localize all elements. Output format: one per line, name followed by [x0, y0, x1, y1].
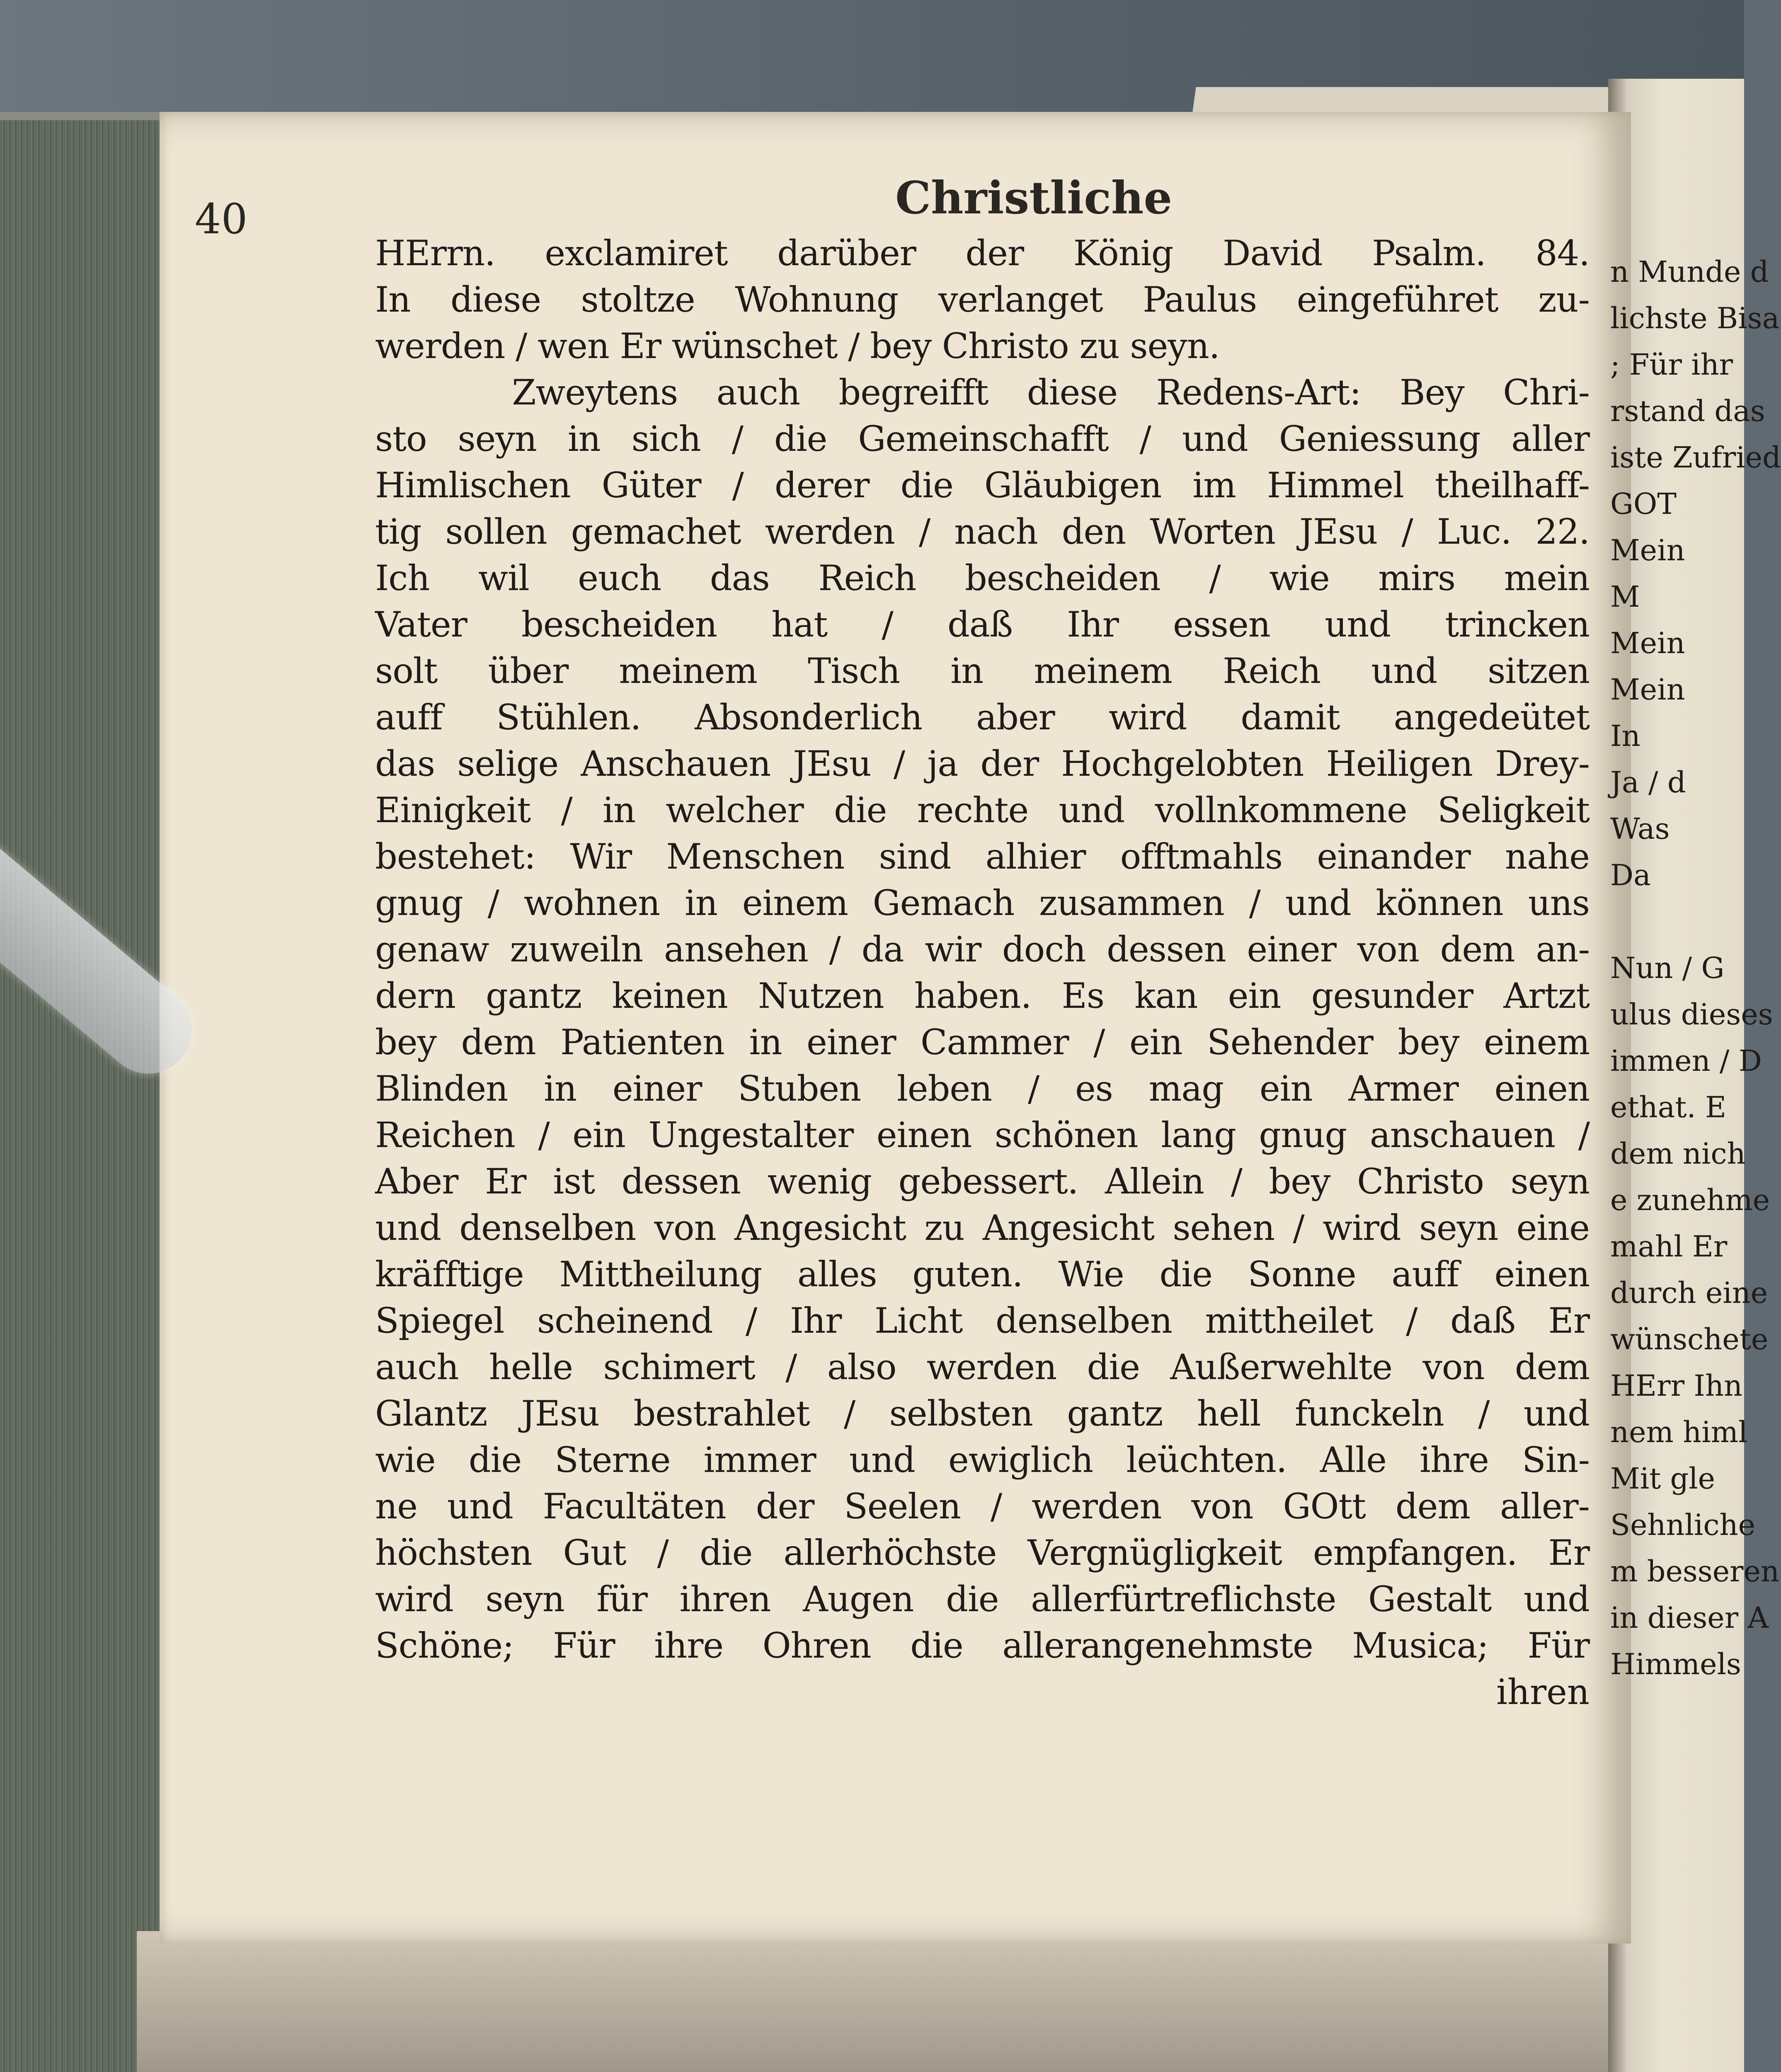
- text-line: genaw zuweiln ansehen / da wir doch dessen einer von dem an-: [375, 929, 1590, 970]
- right-page-line: Da: [1610, 858, 1651, 892]
- right-page-line: nem himl: [1610, 1415, 1748, 1449]
- text-line: tig sollen gemachet werden / nach den Worten JEsu / Luc. 22.: [375, 511, 1590, 552]
- text-line: Zweytens auch begreifft diese Redens-Art: Bey Chri-: [512, 372, 1590, 413]
- catchword: ihren: [1496, 1672, 1590, 1712]
- body-text: [375, 230, 1590, 1715]
- text-line: Aber Er ist dessen wenig gebessert. Allein / bey Christo seyn: [375, 1161, 1590, 1202]
- right-page-line: n Munde d: [1610, 255, 1769, 289]
- text-line: wie die Sterne immer und ewiglich leüchten. Alle ihre Sin-: [375, 1440, 1590, 1480]
- right-page-line: m besseren: [1610, 1554, 1780, 1588]
- right-page-line: ; Für ihr: [1610, 348, 1733, 382]
- right-page-line: Nun / G: [1610, 951, 1725, 985]
- text-line: ne und Facultäten der Seelen / werden von GOtt dem aller-: [375, 1486, 1590, 1527]
- book-bottom-edge: [137, 1931, 1629, 2072]
- text-line: Einigkeit / in welcher die rechte und vollnkommene Seligkeit: [375, 790, 1590, 830]
- text-line: sto seyn in sich / die Gemeinschafft / und Geniessung aller: [375, 419, 1590, 459]
- text-line: Reichen / ein Ungestalter einen schönen lang gnug anschauen /: [375, 1115, 1590, 1155]
- right-page-line: Mein: [1610, 626, 1685, 660]
- text-line: Schöne; Für ihre Ohren die allerangenehmste Musica; Für: [375, 1625, 1590, 1666]
- right-page-line: In: [1610, 719, 1640, 753]
- text-line: bey dem Patienten in einer Cammer / ein Sehender bey einem: [375, 1022, 1590, 1063]
- right-page-line: rstand das: [1610, 394, 1765, 428]
- right-page-line: Mein: [1610, 673, 1685, 707]
- right-page-line: e zunehme: [1610, 1183, 1770, 1217]
- right-page-line: Was: [1610, 812, 1670, 846]
- text-line: gnug / wohnen in einem Gemach zusammen / und können uns: [375, 883, 1590, 923]
- page-number: 40: [195, 195, 248, 243]
- right-page-line: mahl Er: [1610, 1230, 1728, 1264]
- text-line: Vater bescheiden hat / daß Ihr essen und trincken: [375, 604, 1590, 645]
- text-line: Himlischen Güter / derer die Gläubigen im Himmel theilhaff-: [375, 465, 1590, 506]
- text-line: dern gantz keinen Nutzen haben. Es kan ein gesunder Artzt: [375, 975, 1590, 1016]
- text-line: Glantz JEsu bestrahlet / selbsten gantz hell funckeln / und: [375, 1393, 1590, 1434]
- text-line: bestehet: Wir Menschen sind alhier offtmahls einander nahe: [375, 836, 1590, 877]
- right-page-line: immen / D: [1610, 1044, 1762, 1078]
- text-line: Spiegel scheinend / Ihr Licht denselben mittheilet / daß Er: [375, 1300, 1590, 1341]
- right-page-line: Mein: [1610, 533, 1685, 567]
- text-line: In diese stoltze Wohnung verlanget Paulus eingeführet zu-: [375, 279, 1590, 320]
- text-line: auch helle schimert / also werden die Außerwehlte von dem: [375, 1347, 1590, 1387]
- right-page-line: [1610, 898, 1747, 945]
- text-line: HErrn. exclamiret darüber der König David Psalm. 84.: [375, 233, 1590, 274]
- text-line: wird seyn für ihren Augen die allerfürtreflichste Gestalt und: [375, 1579, 1590, 1619]
- text-line: Ich wil euch das Reich bescheiden / wie mirs mein: [375, 558, 1590, 598]
- right-page-line: GOT: [1610, 487, 1677, 521]
- right-page-line: Ja / d: [1610, 765, 1686, 799]
- right-page-line: durch eine: [1610, 1276, 1768, 1310]
- text-line: Blinden in einer Stuben leben / es mag ein Armer einen: [375, 1068, 1590, 1109]
- right-page-line: Mit gle: [1610, 1462, 1716, 1496]
- right-page-line: lichste Bisa: [1610, 301, 1780, 335]
- right-page-line: ethat. E: [1610, 1090, 1727, 1124]
- right-page-line: iste Zufried: [1610, 441, 1781, 474]
- book-fore-edge: [0, 120, 170, 2072]
- right-page-text: [1610, 249, 1781, 1687]
- right-page-line: dem nich: [1610, 1137, 1746, 1171]
- right-page-line: Himmels: [1610, 1647, 1741, 1681]
- right-page-line: wünschete: [1610, 1322, 1769, 1356]
- text-line: auff Stühlen. Absonderlich aber wird damit angedeütet: [375, 697, 1590, 738]
- right-page-line: M: [1610, 580, 1640, 614]
- text-line: und denselben von Angesicht zu Angesicht sehen / wird seyn eine: [375, 1208, 1590, 1248]
- running-head: Christliche: [895, 172, 1173, 224]
- text-line: das selige Anschauen JEsu / ja der Hochgelobten Heiligen Drey-: [375, 743, 1590, 784]
- right-page-line: HErr Ihn: [1610, 1369, 1743, 1403]
- text-line: werden / wen Er wünschet / bey Christo zu seyn.: [375, 326, 1220, 366]
- right-page-line: in dieser A: [1610, 1601, 1769, 1635]
- right-page-line: ulus dieses: [1610, 997, 1773, 1031]
- text-line: höchsten Gut / die allerhöchste Vergnügligkeit empfangen. Er: [375, 1532, 1590, 1573]
- text-line: kräfftige Mittheilung alles guten. Wie die Sonne auff einen: [375, 1254, 1590, 1295]
- text-line: solt über meinem Tisch in meinem Reich und sitzen: [375, 651, 1590, 691]
- right-page-line: Sehnliche: [1610, 1508, 1756, 1542]
